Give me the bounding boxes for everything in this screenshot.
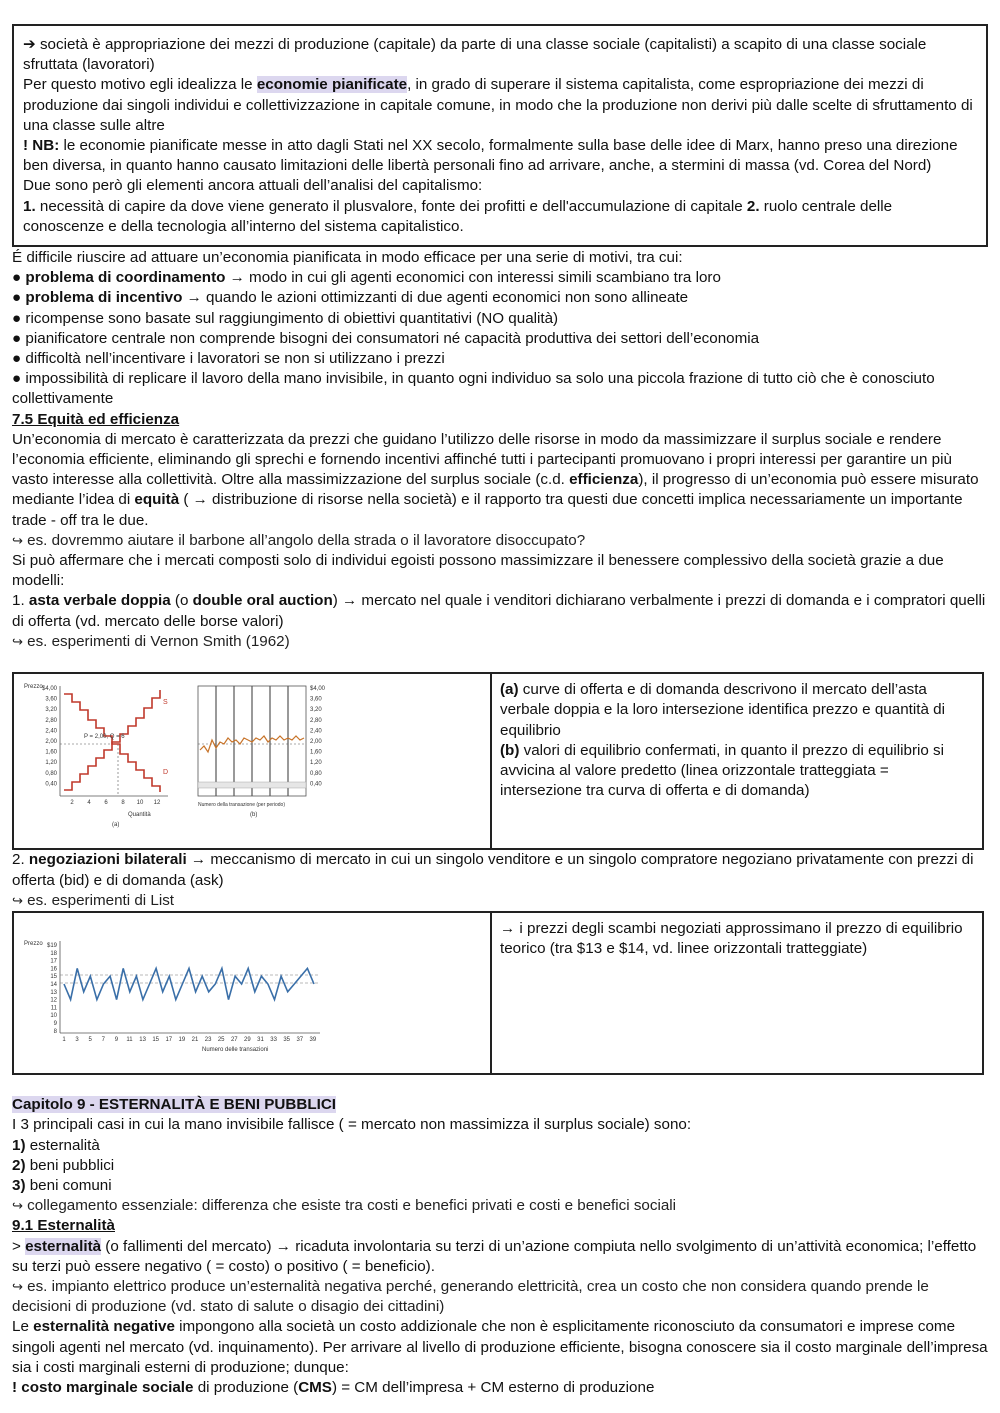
y-tick-label: 2,80 bbox=[45, 717, 57, 724]
list-item: ● problema di coordinamento → modo in cui gli agenti economici con interessi simili scambiano tra loro bbox=[12, 269, 721, 287]
figure-table-auction bbox=[12, 672, 984, 850]
nb-note: ! NB: le economie pianificate messe in atto dagli Stati nel XX secolo, formalmente sulla base delle idee di Marx, hanno preso una direzione ben diversa, in quanto hanno causato limitazioni delle libertà personali fino ad arrivare, anche, a stermini di massa (vd. Corea del Nord) bbox=[23, 137, 958, 175]
paragraph: I 3 principali casi in cui la mano invisibile fallisce ( = mercato non massimizza il surplus sociale) sono: bbox=[12, 1116, 692, 1134]
y-tick-label: 18 bbox=[50, 950, 57, 957]
y-tick-label: 11 bbox=[50, 1005, 57, 1012]
bullet-icon: ● bbox=[12, 269, 22, 287]
paragraph: 1. necessità di capire da dove viene generato il plusvalore, fonte dei profitti e dell'accumulazione di capitale 2. ruolo centrale delle conoscenze e della tecnologia all’interno del sistema capitalistico. bbox=[23, 197, 893, 235]
figure-caption: (a) curve di offerta e di domanda descrivono il mercato dell’asta verbale doppia e la loro intersezione identifica prezzo e quantità di equilibrio (b) valori di equilibrio confermati, in quanto il prezzo di equilibrio si avvicina al valore predetto (linea orizzontale tratteggiata = intersezione tra curva di offerta e di domanda) bbox=[491, 673, 983, 849]
x-tick-label: 10 bbox=[136, 800, 144, 807]
y-tick-label: 3,60 bbox=[310, 696, 322, 703]
x-tick-label: 3 bbox=[75, 1036, 79, 1043]
arrow-icon: ➔ bbox=[23, 36, 36, 53]
price-label: Prezzo bbox=[24, 940, 43, 947]
supply-label: S bbox=[163, 699, 168, 707]
y-tick-label: 0,40 bbox=[45, 781, 57, 788]
x-tick-label: 37 bbox=[296, 1036, 304, 1043]
bilateral-figure bbox=[20, 917, 480, 1063]
chapter-title: Capitolo 9 - ESTERNALITÀ E BENI PUBBLICI bbox=[12, 1096, 337, 1114]
y-tick-label: 2,00 bbox=[45, 739, 57, 746]
x-tick-label: 2 bbox=[70, 800, 74, 807]
model-item: 1. asta verbale doppia (o double oral auction) → mercato nel quale i venditori dichiarano verbalmente i prezzi di domanda e i compratori quelli di offerta (vd. mercato delle borse valori) bbox=[12, 592, 986, 630]
section-heading: 7.5 Equità ed efficienza bbox=[12, 410, 180, 428]
model-item: 2. negoziazioni bilaterali → meccanismo di mercato in cui un singolo venditore e un singolo compratore negoziano privatamente con prezzi di offerta (bid) e di domanda (ask) bbox=[12, 851, 974, 889]
list-item: 2) beni pubblici bbox=[12, 1156, 115, 1174]
example-line: ↪ es. esperimenti di Vernon Smith (1962) bbox=[12, 632, 290, 650]
list-item: 3) beni comuni bbox=[12, 1176, 112, 1194]
hook-arrow-icon: ↪ bbox=[12, 633, 23, 649]
x-tick-label: 23 bbox=[204, 1036, 212, 1043]
list-item: ● ricompense sono basate sul raggiungimento di obiettivi quantitativi (NO qualità) bbox=[12, 309, 559, 327]
paragraph: Si può affermare che i mercati composti solo di individui egoisti possono massimizzare il benessere complessivo della società grazie a due modelli: bbox=[12, 552, 944, 590]
bullet-icon: ● bbox=[12, 309, 22, 327]
y-tick-label: 16 bbox=[50, 966, 57, 973]
y-tick-label: 8 bbox=[53, 1028, 57, 1035]
bullet-icon: ● bbox=[12, 370, 22, 388]
y-tick-label: 15 bbox=[50, 974, 57, 981]
hook-arrow-icon: ↪ bbox=[12, 1278, 23, 1294]
bullet-icon: ● bbox=[12, 350, 22, 368]
example-line: ↪ es. esperimenti di List bbox=[12, 891, 175, 909]
y-tick-label: 1,20 bbox=[45, 760, 57, 767]
x-axis-label-a: Quantità bbox=[128, 812, 151, 819]
figure-cell bbox=[13, 673, 491, 849]
x-axis-label: Numero delle transazioni bbox=[202, 1046, 269, 1053]
demand-label: D bbox=[163, 769, 169, 777]
equilibrium-label: P = 2,00, Q = 6 bbox=[84, 734, 125, 741]
highlighted-term: economie pianificate bbox=[256, 76, 408, 94]
y-tick-label: $19 bbox=[46, 942, 57, 949]
y-tick-label: 3,20 bbox=[310, 707, 322, 714]
y-tick-label: 3,20 bbox=[45, 707, 57, 714]
list-item: ● pianificatore centrale non comprende bisogni dei consumatori né capacità produttiva dei settori dell’economia bbox=[12, 329, 760, 347]
x-tick-label: 1 bbox=[62, 1036, 66, 1043]
y-tick-label: 2,00 bbox=[310, 739, 322, 746]
paragraph: Per questo motivo egli idealizza le economie pianificate, in grado di superare il sistema capitalista, come espropriazione dei mezzi di produzione dai singoli individui e collettivizzazione in capitale comune, in modo che la produzione non derivi più dalle scelte di sfruttamento di una classe sulle altre bbox=[23, 76, 973, 134]
paragraph: Le esternalità negative impongono alla società un costo addizionale che non è esplicitamente riconosciuto da consumatori e imprese come singoli agenti nel mercato (vd. inquinamento). Per arrivare al livello di produzione efficiente, bisogna conoscere sia il costo marginale dell’impresa sia i costi marginali esterni di produzione; dunque: bbox=[12, 1318, 988, 1376]
x-tick-label: 29 bbox=[244, 1036, 251, 1043]
figure-table-bilateral bbox=[12, 911, 984, 1075]
x-tick-label: 15 bbox=[152, 1036, 160, 1043]
x-tick-label: 19 bbox=[178, 1036, 186, 1043]
document-page bbox=[12, 24, 988, 1398]
highlighted-term: esternalità bbox=[25, 1237, 102, 1255]
x-tick-label: 25 bbox=[217, 1036, 225, 1043]
y-tick-label: $4,00 bbox=[310, 686, 326, 693]
example-line: ↪ es. impianto elettrico produce un’esternalità negativa perché, generando elettricità, crea un costo che non considera quando prende le decisioni di produzione (vd. stato di salute o disagio dei cittadini) bbox=[12, 1277, 929, 1316]
x-tick-label: 5 bbox=[88, 1036, 92, 1043]
y-tick-label: 17 bbox=[50, 958, 57, 965]
x-tick-label: 31 bbox=[257, 1036, 264, 1043]
negotiated-price-line bbox=[64, 968, 314, 999]
figure-caption: → i prezzi degli scambi negoziati approssimano il prezzo di equilibrio teorico (tra $13 e $14, vd. linee orizzontali tratteggiate) bbox=[491, 912, 983, 1074]
hook-arrow-icon: ↪ bbox=[12, 892, 23, 908]
x-tick-label: 8 bbox=[121, 800, 125, 807]
paragraph: É difficile riuscire ad attuare un’economia pianificata in modo efficace per una serie di motivi, tra cui: bbox=[12, 249, 683, 267]
figure-cell bbox=[13, 912, 491, 1074]
y-tick-label: 1,20 bbox=[310, 760, 322, 767]
x-tick-label: 12 bbox=[153, 800, 161, 807]
paragraph: Due sono però gli elementi ancora attuali dell’analisi del capitalismo: bbox=[23, 177, 483, 195]
section-heading: 9.1 Esternalità bbox=[12, 1217, 115, 1235]
y-tick-label: 0,80 bbox=[45, 770, 57, 777]
x-tick-label: 27 bbox=[230, 1036, 238, 1043]
y-tick-label: 1,60 bbox=[310, 749, 322, 756]
list-item: 1) esternalità bbox=[12, 1136, 100, 1154]
price-label: Prezzo bbox=[24, 684, 43, 691]
x-tick-label: 39 bbox=[309, 1036, 317, 1043]
x-tick-label: 13 bbox=[139, 1036, 146, 1043]
paragraph: ➔ società è appropriazione dei mezzi di produzione (capitale) da parte di una classe sociale (capitalisti) a scapito di una classe sociale sfruttata (lavoratori) bbox=[23, 36, 927, 74]
hook-arrow-icon: ↪ bbox=[12, 1198, 23, 1214]
x-tick-label: 21 bbox=[191, 1036, 199, 1043]
y-tick-label: 3,60 bbox=[45, 696, 57, 703]
example-line: ↪ collegamento essenziale: differenza che esiste tra costi e benefici privati e costi e benefici sociali bbox=[12, 1197, 677, 1215]
list-item: ● difficoltà nell’incentivare i lavoratori se non si utilizzano i prezzi bbox=[12, 350, 445, 368]
capitalism-summary-box bbox=[12, 24, 988, 247]
x-tick-label: 4 bbox=[87, 800, 91, 807]
x-tick-label: 9 bbox=[114, 1036, 119, 1043]
y-tick-label: 13 bbox=[50, 989, 57, 996]
y-tick-label: 1,60 bbox=[45, 749, 57, 756]
x-tick-label: 6 bbox=[104, 800, 108, 807]
y-tick-label: 10 bbox=[50, 1013, 57, 1020]
y-tick-label: 14 bbox=[50, 981, 57, 988]
y-tick-label: 9 bbox=[53, 1020, 57, 1027]
list-item: ● impossibilità di replicare il lavoro della mano invisibile, in quanto ogni individuo sa solo una piccola frazione di tutto ciò che è conosciuto collettivamente bbox=[12, 370, 935, 408]
x-tick-label: 17 bbox=[165, 1036, 173, 1043]
panel-a-label: (a) bbox=[112, 822, 120, 829]
x-tick-label: 33 bbox=[270, 1036, 277, 1043]
y-tick-label: 0,80 bbox=[310, 770, 322, 777]
y-tick-label: 12 bbox=[50, 997, 57, 1004]
bullet-icon: ● bbox=[12, 329, 22, 347]
x-tick-label: 7 bbox=[101, 1036, 105, 1043]
bullet-icon: ● bbox=[12, 289, 22, 307]
panel-b-label: (b) bbox=[250, 812, 258, 819]
x-axis-label-b: Numero della transazione (per periodo) bbox=[198, 802, 285, 809]
hook-arrow-icon: ↪ bbox=[12, 532, 23, 548]
paragraph: Un’economia di mercato è caratterizzata da prezzi che guidano l’utilizzo delle risorse in modo da massimizzare il surplus sociale e rendere l’economia efficiente, eliminando gli sprechi e fornendo incentivi affinché tutti i partecipanti promuovano i propri interessi per garantire un più vasto interesse alla collettività. Oltre alla massimizzazione del surplus sociale (c.d. efficienza), il progresso di un’economia può essere misurato mediante l’idea di equità ( → distribuzione di risorse nella società) e il rapporto tra questi due concetti implica necessariamente un importante trade - off tra le due. bbox=[12, 430, 979, 529]
example-line: ↪ es. dovremmo aiutare il barbone all’angolo della strada o il lavoratore disoccupato? bbox=[12, 531, 586, 549]
x-tick-label: 11 bbox=[126, 1036, 133, 1043]
y-tick-label: 0,40 bbox=[310, 781, 322, 788]
y-tick-label: 2,40 bbox=[45, 728, 57, 735]
y-tick-label: 2,80 bbox=[310, 717, 322, 724]
y-tick-label: $4,00 bbox=[41, 686, 57, 693]
x-tick-label: 35 bbox=[283, 1036, 291, 1043]
list-item: ● problema di incentivo → quando le azioni ottimizzanti di due agenti economici non sono allineate bbox=[12, 289, 689, 307]
definition: > esternalità (o fallimenti del mercato) → ricaduta involontaria su terzi di un’azione compiuta nello svolgimento di un’attività economica; l’effetto su terzi può essere negativo ( = costo) o positivo ( = beneficio). bbox=[12, 1237, 977, 1275]
auction-figure bbox=[20, 678, 480, 838]
y-tick-label: 2,40 bbox=[310, 728, 322, 735]
formula-line: ! costo marginale sociale di produzione (CMS) = CM dell’impresa + CM esterno di produzione bbox=[12, 1378, 655, 1396]
